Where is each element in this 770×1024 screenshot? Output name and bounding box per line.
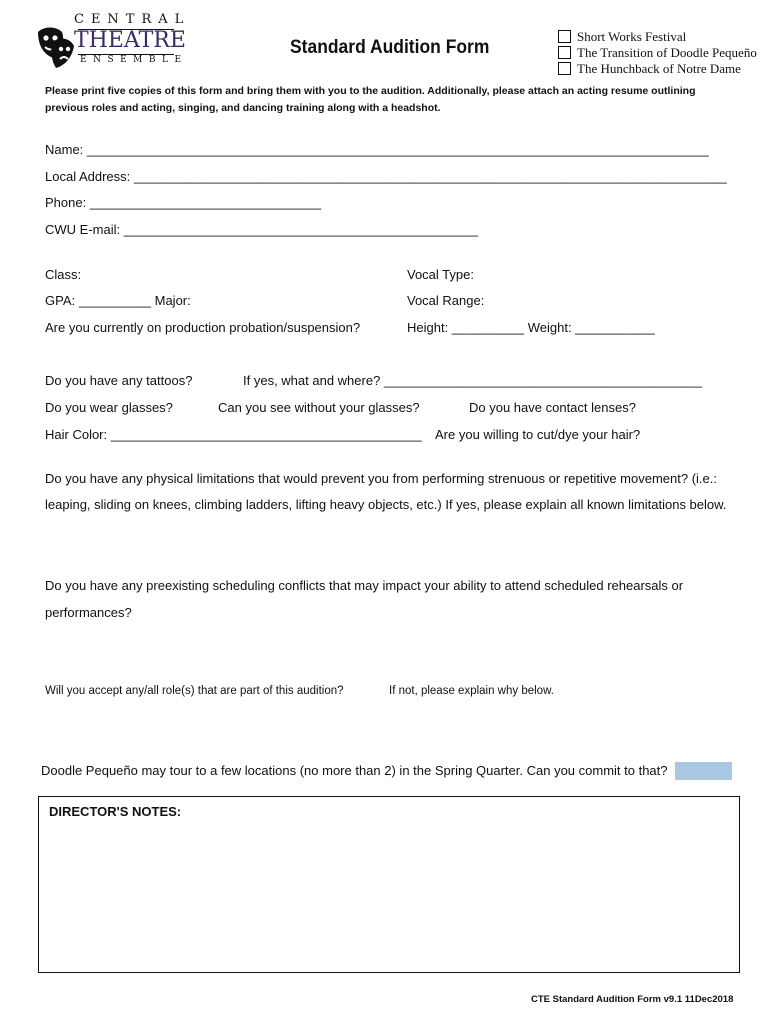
hair-color-field[interactable]: Hair Color: ___________________________________________ [45, 427, 422, 442]
logo-line-theatre: THEATRE [74, 28, 186, 53]
accept-roles-question[interactable]: Will you accept any/all role(s) that are part of this audition? [45, 685, 344, 697]
glasses-question[interactable]: Do you wear glasses? [45, 400, 173, 415]
contact-lenses-question[interactable]: Do you have contact lenses? [469, 400, 636, 415]
page-title: Standard Audition Form [290, 37, 490, 58]
scheduling-question-line1: Do you have any preexisting scheduling conflicts that may impact your ability to attend scheduled rehearsals or [45, 578, 684, 593]
scheduling-question-line2: performances? [45, 605, 132, 620]
if-not-explain-label: If not, please explain why below. [389, 685, 554, 697]
height-weight-field[interactable]: Height: __________ Weight: ___________ [407, 320, 655, 335]
tattoos-where-field[interactable]: If yes, what and where? ____________________________________________ [243, 373, 703, 388]
probation-question[interactable]: Are you currently on production probation/suspension? [45, 320, 361, 335]
class-field[interactable]: Class: [45, 267, 82, 282]
directors-notes-box[interactable] [38, 796, 740, 973]
physical-limitations-question-line2: leaping, sliding on knees, climbing ladders, lifting heavy objects, etc.) If yes, please explain all known limitations below. [45, 497, 727, 512]
directors-notes-title: DIRECTOR'S NOTES: [49, 804, 182, 819]
production-option-hunchback[interactable] [558, 61, 741, 77]
production-option-doodle[interactable] [558, 45, 757, 61]
logo-line-ensemble: ENSEMBLE [80, 55, 188, 65]
checkbox[interactable] [558, 46, 571, 59]
vocal-range-field[interactable]: Vocal Range: [407, 293, 485, 308]
logo-line-central: CENTRAL [74, 12, 191, 27]
checkbox[interactable] [558, 62, 571, 75]
production-label: The Hunchback of Notre Dame [577, 61, 741, 76]
phone-field[interactable]: Phone: ________________________________ [45, 195, 322, 210]
vocal-type-field[interactable]: Vocal Type: [407, 267, 474, 282]
physical-limitations-question-line1: Do you have any physical limitations that would prevent you from performing strenuous or repetitive movement? (i.e.: [45, 471, 717, 486]
theatre-mask-icon [32, 22, 76, 70]
checkbox[interactable] [558, 30, 571, 43]
logo [30, 12, 191, 74]
tour-question: Doodle Pequeño may tour to a few locations (no more than 2) in the Spring Quarter. Can you commit to that? [41, 763, 668, 778]
email-field[interactable]: CWU E-mail: _________________________________________________ [45, 222, 478, 237]
production-label: The Transition of Doodle Pequeño [577, 45, 757, 60]
production-label: Short Works Festival [577, 29, 687, 44]
intro-instructions: Please print five copies of this form and bring them with you to the audition. Additionally, please attach an acting resume outlining previous roles and acting, singing, and dancing training along with a headshot. [45, 85, 696, 114]
cut-dye-question[interactable]: Are you willing to cut/dye your hair? [435, 427, 641, 442]
gpa-major-field[interactable]: GPA: __________ Major: [45, 293, 191, 308]
name-field[interactable]: Name: ______________________________________________________________________________________ [45, 142, 709, 157]
tour-answer-field[interactable] [675, 762, 732, 780]
local-address-field[interactable]: Local Address: __________________________________________________________________________________ [45, 169, 727, 184]
tattoos-question[interactable]: Do you have any tattoos? [45, 373, 193, 388]
see-without-glasses-question[interactable]: Can you see without your glasses? [218, 400, 420, 415]
production-option-short-works[interactable] [558, 29, 686, 45]
footer-version: CTE Standard Audition Form v9.1 11Dec2018 [531, 994, 734, 1005]
